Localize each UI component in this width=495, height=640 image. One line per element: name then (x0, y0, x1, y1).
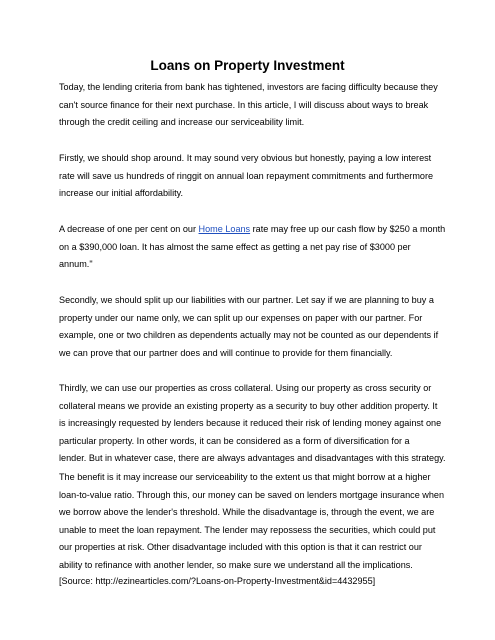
paragraph-line: rate will save us hundreds of ringgit on annual loan repayment commitments and furthermore (59, 170, 434, 181)
paragraph-line: example, one or two children as dependents actually may not be counted as our dependents if (59, 330, 439, 341)
split-liabilities-paragraph (59, 292, 439, 362)
paragraph-line: is increasingly requested by lenders because it reduced their risk of lending money against one (59, 418, 442, 429)
paragraph-line: loan-to-value ratio. Through this, our money can be saved on lenders mortgage insurance when (59, 489, 445, 500)
home-loans-link[interactable]: Home Loans (198, 224, 251, 234)
paragraph-line: particular property. In other words, it can be considered as a form of diversification for a (59, 435, 410, 446)
paragraph-line: lender. But in whatever case, there are always advantages and disadvantages with this strategy. (59, 453, 446, 464)
paragraph-line (59, 221, 446, 239)
paragraph-line: through the credit ceiling and increase our serviceability limit. (59, 117, 305, 128)
source-line: [Source: http://ezinearticles.com/?Loans-on-Property-Investment&id=4432955] (59, 576, 376, 586)
paragraph-line: Today, the lending criteria from bank has tightened, investors are facing difficulty because they (59, 82, 438, 92)
paragraph-line: property under our name only, we can split up our expenses on paper with our partner. For (59, 312, 423, 323)
paragraph-line: increase our initial affordability. (59, 188, 184, 199)
paragraph-line: ability to refinance with another lender, so make sure we understand all the implications. (59, 559, 413, 570)
interest-decrease-paragraph (59, 221, 446, 274)
paragraph-line: we can prove that our partner does and will continue to provide for them financially. (59, 347, 393, 358)
paragraph-line: we borrow above the lender's threshold. While the disadvantage is, through the event, we are (59, 507, 435, 518)
page-title: Loans on Property Investment (150, 58, 345, 73)
paragraph-line: annum." (59, 259, 93, 270)
paragraph-line: Firstly, we should shop around. It may sound very obvious but honestly, paying a low interest (59, 153, 432, 163)
paragraph-line: The benefit is it may increase our serviceability to the extent us that might borrow at a higher (59, 472, 431, 482)
paragraph-line: unable to meet the loan repayment. The lender may repossess the securities, which could put (59, 524, 436, 535)
benefit-paragraph (59, 469, 445, 575)
shop-around-paragraph (59, 150, 439, 203)
paragraph-line: collateral means we provide an existing property as a security to buy other addition property. It (59, 400, 438, 411)
paragraph-line: Secondly, we should split up our liabilities with our partner. Let say if we are planning to buy a (59, 295, 434, 305)
intro-paragraph (59, 79, 439, 132)
paragraph-line: Thirdly, we can use our properties as cross collateral. Using our property as cross security or (59, 383, 432, 393)
cross-collateral-paragraph (59, 380, 446, 468)
paragraph-text: rate may free up our cash flow by $250 a month (250, 224, 446, 234)
paragraph-text: A decrease of one per cent on our (59, 224, 199, 234)
paragraph-line: can't source finance for their next purchase. In this article, I will discuss about ways to break (59, 99, 429, 110)
paragraph-line: on a $390,000 loan. It has almost the same effect as getting a net pay rise of $3000 per (59, 241, 411, 252)
source-citation (59, 573, 439, 591)
paragraph-line: our properties at risk. Other disadvantage included with this option is that it can restrict our (59, 542, 422, 553)
